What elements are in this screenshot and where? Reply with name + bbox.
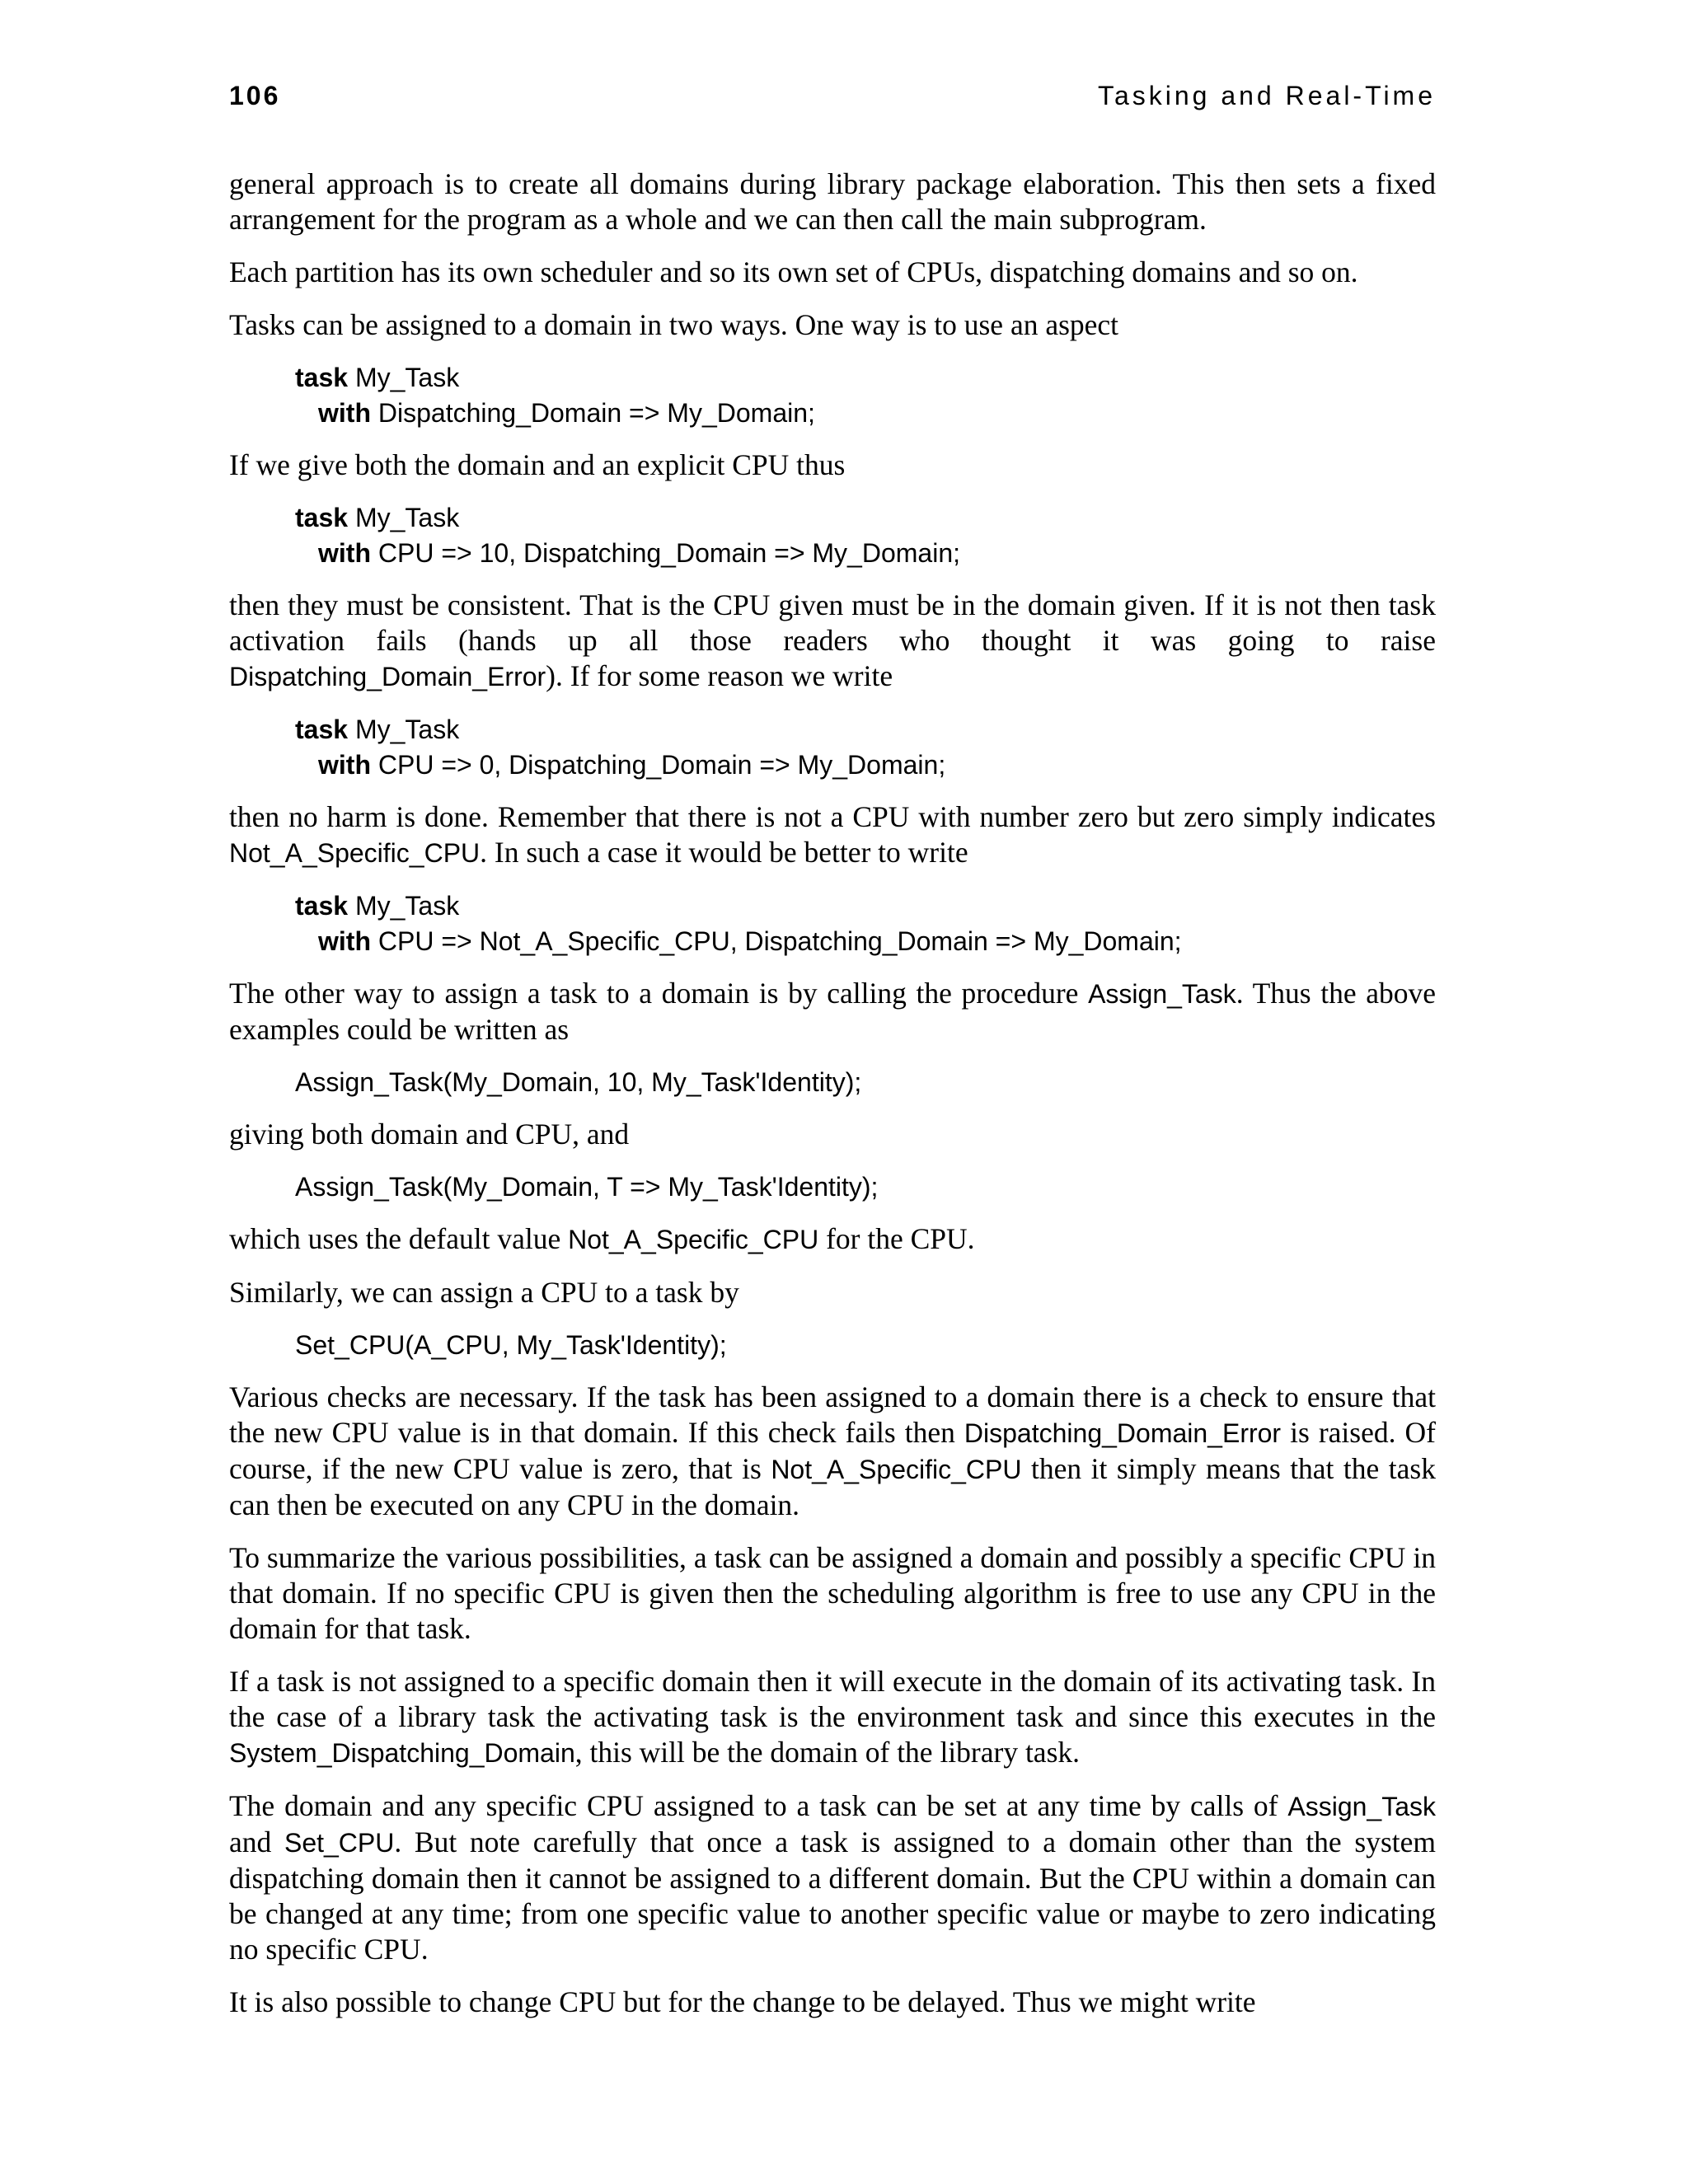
code-term: Not_A_Specific_CPU <box>229 838 481 868</box>
paragraph-4: If we give both the domain and an explicit CPU thus <box>229 448 846 481</box>
code-line <box>295 360 1436 396</box>
text-run: then it simply means that the task can then be executed on any CPU in the domain. <box>229 1452 1436 1521</box>
code-line <box>295 396 1436 431</box>
code-text: Dispatching_Domain => My_Domain; <box>370 398 815 428</box>
text-run: . In such a case it would be better to write <box>480 836 968 869</box>
code-line <box>295 924 1436 959</box>
paragraph-2: Each partition has its own scheduler and so its own set of CPUs, dispatching domains and so on. <box>229 255 1358 288</box>
code-block-5 <box>295 1065 1436 1100</box>
text-run: Various checks are necessary. If the task has been assigned to a domain there is a check to ensure that the new CPU value is in that domain. If this check fails then <box>229 1380 1436 1449</box>
text-run: which uses the default value <box>229 1222 569 1255</box>
paragraph-5 <box>229 588 1436 695</box>
code-text: CPU => 10, Dispatching_Domain => My_Domain; <box>370 538 960 568</box>
code-line <box>295 536 1436 571</box>
code-text: CPU => Not_A_Specific_CPU, Dispatching_Domain => My_Domain; <box>370 926 1182 956</box>
keyword-task: task <box>295 891 349 921</box>
paragraph-7 <box>229 976 1436 1047</box>
text-run: The domain and any specific CPU assigned to a task can be set at any time by calls of <box>229 1789 1288 1822</box>
paragraph-6 <box>229 799 1436 871</box>
code-line <box>295 748 1436 783</box>
keyword-with: with <box>318 398 371 428</box>
text-run: then no harm is done. Remember that there is not a CPU with number zero but zero simply indicates <box>229 800 1436 833</box>
text-run: is raised. Of course, if the new CPU value is zero, that is <box>229 1416 1436 1485</box>
page-body <box>229 166 1436 2020</box>
text-run: . But note carefully that once a task is assigned to a domain other than the system dispatching domain then it cannot be assigned to a different domain. But the CPU within a domain can be changed at any time; from one specific value to another specific value or maybe to zero indicating no specific CPU. <box>229 1825 1436 1966</box>
text-run: then they must be consistent. That is the CPU given must be in the domain given. If it is not then task activation fails (hands up all those readers who thought it was going to raise <box>229 588 1436 657</box>
paragraph-3: Tasks can be assigned to a domain in two ways. One way is to use an aspect <box>229 308 1119 341</box>
keyword-with: with <box>318 750 371 780</box>
running-title: Tasking and Real-Time <box>1097 81 1436 110</box>
code-text: My_Task <box>348 363 460 392</box>
keyword-task: task <box>295 715 349 744</box>
paragraph-15: It is also possible to change CPU but for the change to be delayed. Thus we might write <box>229 1985 1256 2018</box>
code-text: My_Task <box>348 503 460 532</box>
keyword-task: task <box>295 503 349 532</box>
code-term: Set_CPU <box>284 1828 395 1858</box>
code-line <box>295 712 1436 748</box>
paragraph-1: general approach is to create all domains during library package elaboration. This then sets a fixed arrangement for the program as a whole and we can then call the main subprogram. <box>229 167 1436 236</box>
code-block-3 <box>295 712 1436 783</box>
keyword-with: with <box>318 538 371 568</box>
text-run: and <box>229 1825 284 1858</box>
text-run: , this will be the domain of the library task. <box>574 1736 1081 1769</box>
code-term: Not_A_Specific_CPU <box>568 1225 819 1254</box>
paragraph-12: To summarize the various possibilities, a task can be assigned a domain and possibly a specific CPU in that domain. If no specific CPU is given then the scheduling algorithm is free to use any CPU in the domain for that task. <box>229 1541 1436 1645</box>
text-run: for the CPU. <box>818 1222 975 1255</box>
code-line <box>295 500 1436 536</box>
code-text: My_Task <box>348 891 460 921</box>
code-term: Assign_Task <box>1088 979 1236 1009</box>
paragraph-8: giving both domain and CPU, and <box>229 1118 630 1151</box>
code-term: Dispatching_Domain_Error <box>964 1418 1282 1448</box>
text-run: If a task is not assigned to a specific domain then it will execute in the domain of its activating task. In the case of a library task the activating task is the environment task and since this executes in the <box>229 1665 1436 1733</box>
text-run: The other way to assign a task to a domain is by calling the procedure <box>229 977 1089 1010</box>
text-run: ). If for some reason we write <box>546 659 893 692</box>
code-term: Dispatching_Domain_Error <box>229 662 546 691</box>
code-line: Assign_Task(My_Domain, T => My_Task'Identity); <box>295 1172 879 1202</box>
code-text: CPU => 0, Dispatching_Domain => My_Domain; <box>370 750 946 780</box>
code-block-1 <box>295 360 1436 431</box>
paragraph-13 <box>229 1664 1436 1771</box>
paragraph-11 <box>229 1380 1436 1523</box>
paragraph-10: Similarly, we can assign a CPU to a task by <box>229 1276 739 1309</box>
keyword-with: with <box>318 926 371 956</box>
code-block-6 <box>295 1169 1436 1205</box>
code-term: System_Dispatching_Domain <box>229 1738 575 1768</box>
code-line: Assign_Task(My_Domain, 10, My_Task'Identity); <box>295 1067 862 1097</box>
text-run: . Thus the above examples could be written as <box>229 977 1436 1046</box>
code-term: Assign_Task <box>1287 1792 1436 1821</box>
code-block-7 <box>295 1328 1436 1363</box>
page-number: 106 <box>229 81 281 110</box>
code-line <box>295 888 1436 924</box>
page-header <box>229 81 1436 117</box>
code-term: Not_A_Specific_CPU <box>771 1455 1022 1484</box>
code-block-2 <box>295 500 1436 571</box>
keyword-task: task <box>295 363 349 392</box>
code-line: Set_CPU(A_CPU, My_Task'Identity); <box>295 1330 727 1360</box>
code-block-4 <box>295 888 1436 959</box>
paragraph-14 <box>229 1788 1436 1967</box>
code-text: My_Task <box>348 715 460 744</box>
paragraph-9 <box>229 1221 1436 1258</box>
